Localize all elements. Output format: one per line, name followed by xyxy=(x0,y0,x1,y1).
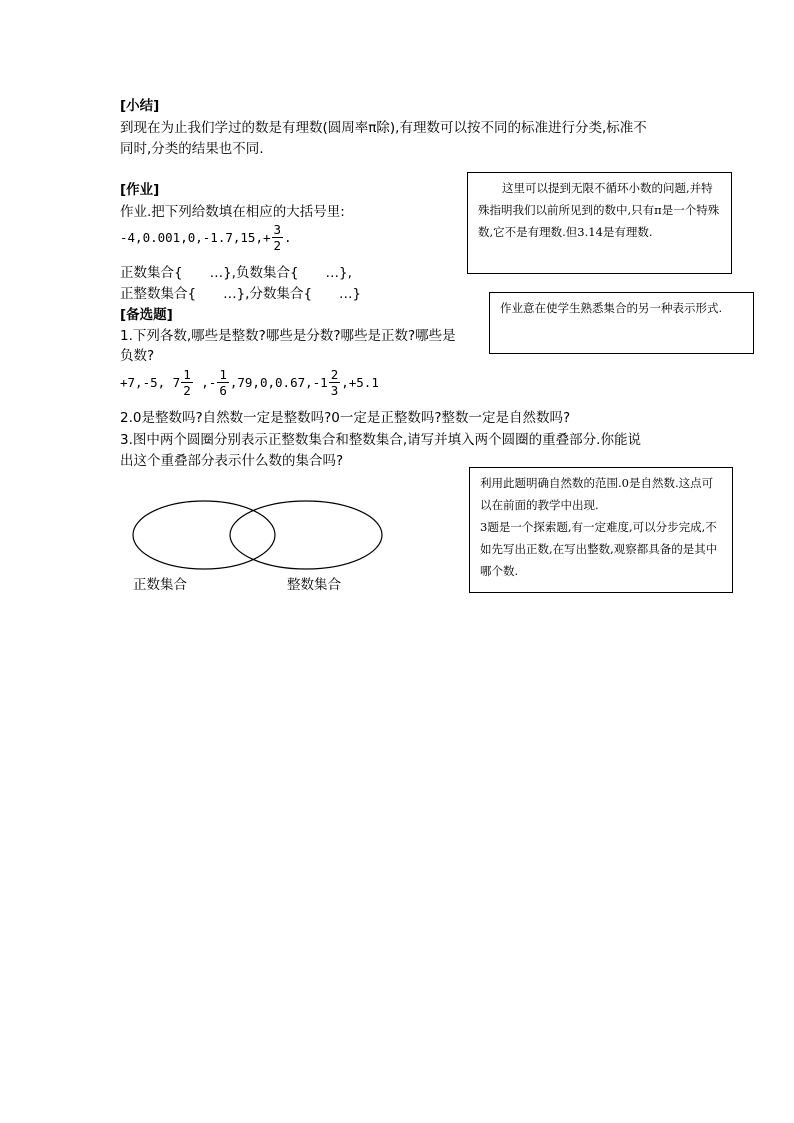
venn-diagram xyxy=(120,495,400,575)
homework-sets-line-2: 正整数集合{ …},分数集合{ …} xyxy=(120,286,362,302)
fraction-one-sixth: $\frac{1}{6}$ xyxy=(219,367,227,398)
note-3-line-1: 利用此题明确自然数的范围.0是自然数.这点可以在前面的教学中出现. xyxy=(480,476,714,512)
homework-sets-line-1: 正数集合{ …},负数集合{ …}, xyxy=(120,265,352,281)
optional-heading: [备选题] xyxy=(120,307,173,323)
venn-left-ellipse xyxy=(133,501,275,569)
fraction-two-thirds: $\frac{2}{3}$ xyxy=(330,367,339,398)
fraction-three-halves: $\frac{3}{2}$ xyxy=(273,222,282,253)
fraction-one-half: $\frac{1}{2}$ xyxy=(183,367,191,398)
note-1-text: 这里可以提到无限不循环小数的问题,并特殊指明我们以前所见到的数中,只有π是一个特殊数,它不是有理数.但3.14是有理数. xyxy=(478,181,720,239)
note-3-line-2: 3题是一个探索题,有一定难度,可以分步完成,不如先写出正数,在写出整数,观察都具备的是其中哪个数. xyxy=(480,520,718,578)
question-1-number-list: +7,-5, 7 $\frac{1}{2}$ ,- $\frac{1}{6}$ ,79,0,0.67,-1 $\frac{2}{3}$ ,+5.1 xyxy=(120,367,379,398)
homework-number-list xyxy=(120,222,292,253)
venn-right-label: 整数集合 xyxy=(287,577,341,593)
venn-left-label: 正数集合 xyxy=(133,577,187,593)
question-3-line-1: 3.图中两个圆圈分别表示正整数集合和整数集合,请写并填入两个圆圈的重叠部分.你能说 xyxy=(120,432,641,448)
question-1-line-2: 负数? xyxy=(120,348,155,364)
venn-right-ellipse xyxy=(230,501,382,569)
note-box-irrational xyxy=(467,172,732,274)
note-2-text: 作业意在使学生熟悉集合的另一种表示形式. xyxy=(500,301,723,315)
note-box-exploration xyxy=(469,467,733,593)
question-3-line-2: 出这个重叠部分表示什么数的集合吗? xyxy=(120,453,344,469)
homework-numbers-suffix: . xyxy=(284,230,292,245)
note-box-set-notation xyxy=(489,292,754,354)
homework-numbers-prefix: -4,0.001,0,-1.7,15,+ xyxy=(120,230,271,245)
summary-line-1: 到现在为止我们学过的数是有理数(圆周率π除),有理数可以按不同的标准进行分类,标准不 xyxy=(120,120,647,136)
summary-line-2: 同时,分类的结果也不同. xyxy=(120,141,264,157)
homework-instruction: 作业.把下列给数填在相应的大括号里: xyxy=(120,204,345,220)
question-2: 2.0是整数吗?自然数一定是整数吗?0一定是正整数吗?整数一定是自然数吗? xyxy=(120,410,571,426)
question-1-line-1: 1.下列各数,哪些是整数?哪些是分数?哪些是正数?哪些是 xyxy=(120,328,456,344)
homework-heading: [作业] xyxy=(120,182,160,198)
summary-heading: [小结] xyxy=(120,98,160,114)
